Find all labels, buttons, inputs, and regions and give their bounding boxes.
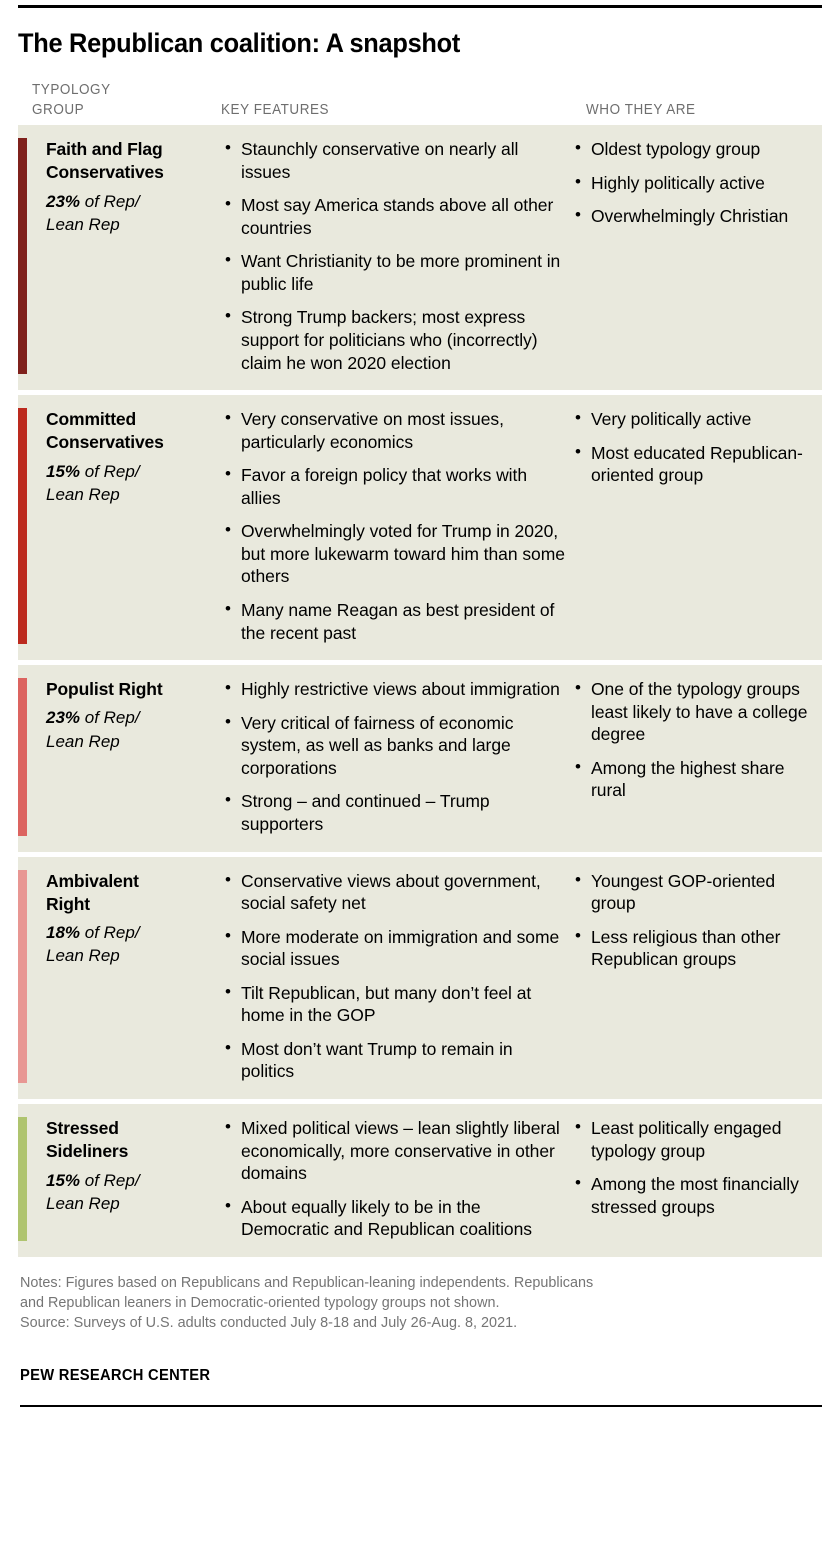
list-item: • Among the most financially stressed groups: [574, 1173, 819, 1218]
list-item: • Very critical of fairness of economic system, as well as banks and large corporations: [224, 712, 568, 780]
share-suffix: of Rep/: [80, 1170, 140, 1190]
key-features-cell: [224, 1117, 574, 1241]
typology-row: [18, 395, 822, 660]
list-item: • Tilt Republican, but many don’t feel at home in the GOP: [224, 982, 568, 1027]
share-suffix: of Rep/: [80, 461, 140, 481]
notes-line-1: Notes: Figures based on Republicans and Republican-leaning independents. Republicans: [20, 1273, 594, 1291]
typology-group-share: [46, 190, 216, 236]
typology-row: [18, 125, 822, 390]
column-header-who-they-are: WHO THEY ARE: [585, 102, 696, 119]
who-they-are-cell: [574, 1117, 819, 1241]
typology-group-name-line2: Sideliners: [46, 1141, 129, 1162]
list-item: • Oldest typology group: [574, 138, 819, 161]
who-they-are-cell: [574, 870, 819, 1084]
share-percent: 23%: [46, 191, 81, 211]
bottom-divider: [20, 1405, 822, 1407]
typology-group-cell: [46, 1117, 224, 1241]
list-item: • Youngest GOP-oriented group: [574, 870, 819, 915]
column-header-key-features: KEY FEATURES: [221, 102, 330, 119]
list-item: • One of the typology groups least likely to have a college degree: [574, 678, 819, 746]
list-item: • About equally likely to be in the Democratic and Republican coalitions: [224, 1196, 568, 1241]
page-title: The Republican coalition: A snapshot: [18, 28, 461, 58]
share-suffix-line2: Lean Rep: [46, 484, 120, 504]
share-percent: 18%: [46, 923, 81, 943]
notes-line-2: and Republican leaners in Democratic-oriented typology groups not shown.: [20, 1293, 500, 1311]
list-item: • Highly restrictive views about immigration: [224, 678, 568, 701]
list-item: • Less religious than other Republican groups: [574, 926, 819, 971]
share-suffix: of Rep/: [80, 708, 140, 728]
who-they-are-cell: [574, 138, 819, 374]
row-color-bar: [18, 678, 27, 835]
typology-group-share: [46, 460, 216, 506]
share-percent: 15%: [46, 461, 81, 481]
list-item: • Mixed political views – lean slightly liberal economically, more conservative in other domains: [224, 1117, 568, 1185]
who-they-are-cell: [574, 678, 819, 835]
key-features-list: [224, 408, 568, 644]
who-they-are-list: [574, 408, 819, 487]
column-header-typology-line1: TYPOLOGY: [32, 81, 111, 98]
who-they-are-list: [574, 870, 819, 971]
who-they-are-list: [574, 1117, 819, 1218]
key-features-list: [224, 1117, 568, 1241]
typology-group-share: [46, 1169, 216, 1215]
typology-row: [18, 857, 822, 1100]
list-item: • Staunchly conservative on nearly all issues: [224, 138, 568, 183]
row-color-bar: [18, 408, 27, 644]
row-color-bar: [18, 138, 27, 374]
typology-group-name: Populist Right: [46, 679, 163, 700]
list-item: • Overwhelmingly Christian: [574, 205, 819, 228]
key-features-list: [224, 678, 568, 835]
key-features-cell: [224, 138, 574, 374]
list-item: • Least politically engaged typology group: [574, 1117, 819, 1162]
typology-group-name-line2: Right: [46, 893, 90, 914]
share-suffix: of Rep/: [80, 923, 140, 943]
typology-group-name: Ambivalent: [46, 870, 139, 891]
column-headers: [18, 63, 822, 121]
source-line: Source: Surveys of U.S. adults conducted July 8-18 and July 26-Aug. 8, 2021.: [20, 1313, 518, 1331]
typology-rows: [18, 125, 822, 1257]
key-features-list: [224, 138, 568, 374]
typology-group-cell: [46, 138, 224, 374]
who-they-are-list: [574, 138, 819, 228]
typology-group-name: Committed: [46, 409, 137, 430]
list-item: • Many name Reagan as best president of the recent past: [224, 599, 568, 644]
key-features-cell: [224, 678, 574, 835]
list-item: • Most say America stands above all other countries: [224, 194, 568, 239]
list-item: • Conservative views about government, social safety net: [224, 870, 568, 915]
column-header-typology-group: [32, 80, 208, 121]
footer: [18, 1257, 822, 1407]
column-header-typology-line2: GROUP: [32, 102, 85, 119]
share-suffix-line2: Lean Rep: [46, 731, 120, 751]
share-suffix: of Rep/: [80, 191, 140, 211]
share-suffix-line2: Lean Rep: [46, 1193, 120, 1213]
list-item: • Most educated Republican-oriented group: [574, 442, 819, 487]
key-features-list: [224, 870, 568, 1084]
list-item: • Strong Trump backers; most express support for politicians who (incorrectly) claim he won 2020 election: [224, 306, 568, 374]
key-features-cell: [224, 870, 574, 1084]
share-percent: 15%: [46, 1170, 81, 1190]
key-features-cell: [224, 408, 574, 644]
share-percent: 23%: [46, 708, 81, 728]
list-item: • Want Christianity to be more prominent in public life: [224, 250, 568, 295]
list-item: • Strong – and continued – Trump supporters: [224, 790, 568, 835]
list-item: • Favor a foreign policy that works with allies: [224, 464, 568, 509]
list-item: • Most don’t want Trump to remain in politics: [224, 1038, 568, 1083]
typology-group-name: Stressed: [46, 1118, 119, 1138]
typology-row: [18, 1104, 822, 1257]
typology-group-share: [46, 921, 216, 967]
list-item: • Very conservative on most issues, particularly economics: [224, 408, 568, 453]
typology-group-name: Faith and Flag: [46, 139, 163, 159]
typology-group-cell: [46, 678, 224, 835]
share-suffix-line2: Lean Rep: [46, 214, 120, 234]
list-item: • Very politically active: [574, 408, 819, 431]
typology-group-cell: [46, 870, 224, 1084]
typology-group-share: [46, 706, 216, 752]
row-color-bar: [18, 1117, 27, 1241]
list-item: • More moderate on immigration and some social issues: [224, 926, 568, 971]
typology-row: [18, 665, 822, 851]
list-item: • Among the highest share rural: [574, 757, 819, 802]
row-color-bar: [18, 870, 27, 1084]
brand-label: PEW RESEARCH CENTER: [20, 1366, 211, 1384]
list-item: • Overwhelmingly voted for Trump in 2020, but more lukewarm toward him than some others: [224, 520, 568, 588]
share-suffix-line2: Lean Rep: [46, 946, 120, 966]
infographic-page: [0, 5, 840, 1567]
who-they-are-list: [574, 678, 819, 802]
list-item: • Highly politically active: [574, 172, 819, 195]
who-they-are-cell: [574, 408, 819, 644]
typology-group-name-line2: Conservatives: [46, 162, 164, 183]
typology-group-name-line2: Conservatives: [46, 432, 164, 453]
typology-group-cell: [46, 408, 224, 644]
